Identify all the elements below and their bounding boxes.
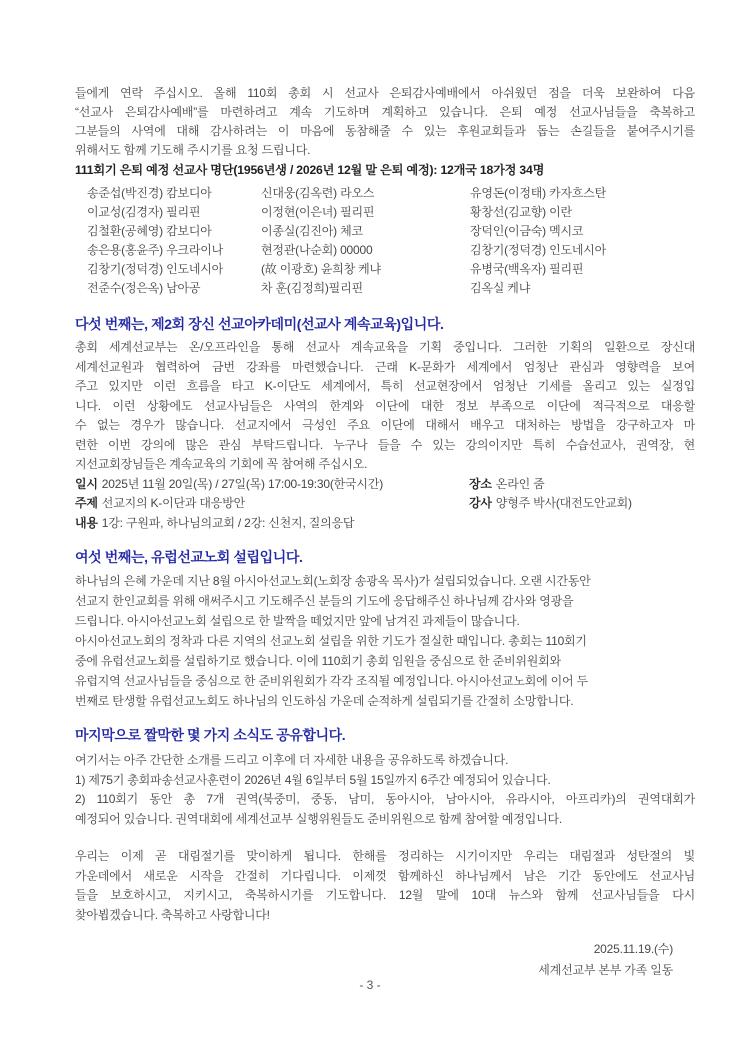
detail-value: 1강: 구원파, 하나님의교회 / 2강: 신천지, 질의응답 [101, 515, 355, 530]
section-six-heading: 여섯 번째는, 유럽선교노회 설립입니다. [75, 549, 303, 565]
table-cell: 유영돈(이정태) 카자흐스탄 [470, 186, 607, 200]
table-cell: 차 훈(김정희)필리핀 [261, 281, 363, 295]
event-lecturer [469, 494, 632, 514]
detail-label: 강사 [469, 496, 492, 510]
section-five-paragraph [75, 338, 695, 475]
table-cell: 김창기(정덕경) 인도네시아 [87, 262, 224, 276]
table-cell: 송준섭(박진경) 캄보디아 [87, 186, 212, 200]
table-cell: 이교성(김경자) 필리핀 [87, 205, 201, 219]
text-line: 유럽지역 선교사님들을 중심으로 한 준비위원회가 각각 조직될 예정입니다. 아시아선교노회에 이어 두 [75, 674, 588, 688]
event-datetime-row [75, 475, 695, 495]
text-line: 2) 110회기 동안 총 7개 권역(북중미, 중동, 남미, 동아시아, 남아시아, 유라시아, 아프리카)의 권역대회가 [75, 792, 695, 806]
text-line: 선교지 한인교회를 위해 애써주시고 기도해주신 분들의 기도에 응답해주신 하나님께 감사와 영광을 [75, 594, 574, 608]
text-line: 우리는 이제 곧 대림절기를 맞이하게 됩니다. 한해를 정리하는 시기이지만 우리는 대림절과 성탄절의 빛 [75, 849, 695, 863]
footer-signature-block [75, 939, 695, 981]
text-line: 세계선교원과 협력하여 금번 강좌를 마련했습니다. 근래 K-문화가 세계에서 엄청난 관심과 영향력을 보여 [75, 359, 695, 374]
event-content-row [75, 514, 695, 534]
intro-paragraph [75, 84, 695, 160]
final-news-paragraph [75, 751, 695, 829]
text-line: 니다. 이런 상황에도 선교사님들은 사역의 한계와 이단에 대한 정보 부족으로 이단에 적극적으로 대응할 [75, 398, 695, 413]
text-line: 들을 보호하시고, 지키시고, 축복하시기를 기도합니다. 12월 말에 10대 뉴스와 함께 선교사님들을 다시 [75, 888, 695, 902]
section-five-heading: 다섯 번째는, 제2회 장신 선교아카데미(선교사 계속교육)입니다. [75, 316, 444, 332]
table-cell: 이종실(김진아) 체코 [261, 224, 363, 238]
text-line: 들에게 연락 주십시오. 올해 110회 총회 시 선교사 은퇴감사예배에서 아쉬웠던 점을 더욱 보완하여 다음 [75, 86, 695, 100]
text-line: 여기서는 아주 간단한 소개를 드리고 이후에 더 자세한 내용을 공유하도록 하겠습니다. [75, 753, 509, 767]
detail-value: 온라인 줌 [495, 476, 545, 491]
text-line: 중에 유럽선교노회를 설립하기로 했습니다. 이에 110회기 총회 임원을 중심으로 한 준비위원회와 [75, 654, 561, 668]
detail-label: 일시 [75, 476, 98, 491]
text-line: 주고 있지만 이런 흐름을 타고 K-이단도 세계에서, 특히 선교현장에서 엄청난 기세를 올리고 있는 실정입 [75, 379, 695, 393]
event-place [469, 475, 545, 495]
table-cell: 장덕인(이금숙) 멕시코 [470, 224, 584, 238]
text-line: 찾아뵙겠습니다. 축복하고 사랑합니다! [75, 907, 270, 922]
table-cell: 송은용(홍윤주) 우크라이나 [87, 243, 224, 257]
retiree-list-title: 111회기 은퇴 예정 선교사 명단(1956년생 / 2026년 12월 말 은퇴 예정): 12개국 18가정 34명 [75, 163, 545, 177]
table-cell: 김창기(정덕경) 인도네시아 [470, 243, 607, 257]
event-topic-row [75, 494, 695, 514]
footer-date: 2025.11.19.(수) [593, 942, 673, 956]
table-cell: (故 이광호) 윤희창 케냐 [261, 262, 381, 276]
table-cell: 유병국(백옥자) 필리핀 [470, 262, 584, 276]
table-cell: 김철환(공혜영) 캄보디아 [87, 224, 212, 238]
text-line: 수 없는 경우가 많습니다. 선교지에서 극성인 주요 이단에 대해서 배우고 대처하는 방법을 강구하고자 마 [75, 418, 695, 432]
text-line: 예정되어 있습니다. 권역대회에 세계선교부 실행위원들도 준비위원으로 함께 참여할 예정입니다. [75, 811, 563, 826]
page-content [75, 84, 695, 981]
detail-value: 2025년 11월 20일(목) / 27일(목) 17:00-19:30(한국시간) [101, 476, 384, 491]
section-six-paragraph [75, 571, 695, 711]
text-line: 그분들의 사역에 대해 감사하려는 이 마음에 동참해줄 수 있는 후원교회들과 돕는 손길들을 붙여주시기를 [75, 124, 695, 138]
table-cell: 황창선(김교향) 이란 [470, 205, 572, 219]
detail-value: 선교지의 K-이단과 대응방안 [101, 496, 245, 510]
table-cell: 전준수(정은옥) 남아공 [87, 281, 201, 295]
text-line: 가운데에서 새로운 시작을 간절히 기다립니다. 이제껏 함께하신 하나님께서 남은 기간 동안에도 선교사님 [75, 868, 695, 883]
text-line: 1) 제75기 총회파송선교사훈련이 2026년 4월 6일부터 5월 15일까지 6주간 예정되어 있습니다. [75, 772, 551, 787]
closing-paragraph [75, 847, 695, 925]
text-line: “선교사 은퇴감사예배”를 마련하려고 계속 기도하며 계획하고 있습니다. 은퇴 예정 선교사님들을 축복하고 [75, 105, 695, 119]
table-cell: 현정관(나순회) 00000 [261, 243, 373, 257]
text-line: 번째로 탄생할 유럽선교노회도 하나님의 인도하심 가운데 순적하게 설립되기를 간절히 소망합니다. [75, 694, 574, 708]
footer-signature: 세계선교부 본부 가족 일동 [538, 963, 673, 977]
text-line: 련한 이번 강의에 많은 관심 부탁드립니다. 누구나 들을 수 있는 강의이지만 특히 수습선교사, 권역장, 현 [75, 437, 695, 452]
text-line: 하나님의 은혜 가운데 지난 8월 아시아선교노회(노회장 송광옥 목사)가 설립되었습니다. 오랜 시간동안 [75, 574, 591, 588]
text-line: 위해서도 함께 기도해 주시기를 요청 드립니다. [75, 143, 311, 157]
text-line: 지선교회장님들은 계속교육의 기회에 꼭 참여해 주십시오. [75, 457, 368, 471]
table-cell: 신대웅(김옥련) 라오스 [261, 186, 375, 200]
retiree-name-table [87, 184, 695, 298]
final-section-heading: 마지막으로 짤막한 몇 가지 소식도 공유합니다. [75, 727, 346, 743]
event-details [75, 475, 695, 534]
detail-value: 양형주 박사(대전도안교회) [495, 496, 632, 510]
detail-label: 내용 [75, 515, 98, 530]
text-line: 드립니다. 아시아선교노회 설립으로 한 발짝을 떼었지만 앞에 남겨진 과제들이 많습니다. [75, 614, 520, 628]
page-number: - 3 - [359, 978, 381, 992]
detail-label: 주제 [75, 496, 98, 510]
table-cell: 김옥실 케냐 [470, 281, 531, 295]
text-line: 총회 세계선교부는 온/오프라인을 통해 선교사 계속교육을 기획 중입니다. 그러한 기획의 일환으로 장신대 [75, 340, 695, 354]
paragraph-spacer [75, 829, 695, 847]
table-cell: 이정현(이은녀) 필리핀 [261, 205, 375, 219]
text-line: 아시아선교노회의 정착과 다른 지역의 선교노회 설립을 위한 기도가 절실한 때입니다. 총회는 110회기 [75, 634, 587, 648]
detail-label: 장소 [469, 476, 492, 491]
